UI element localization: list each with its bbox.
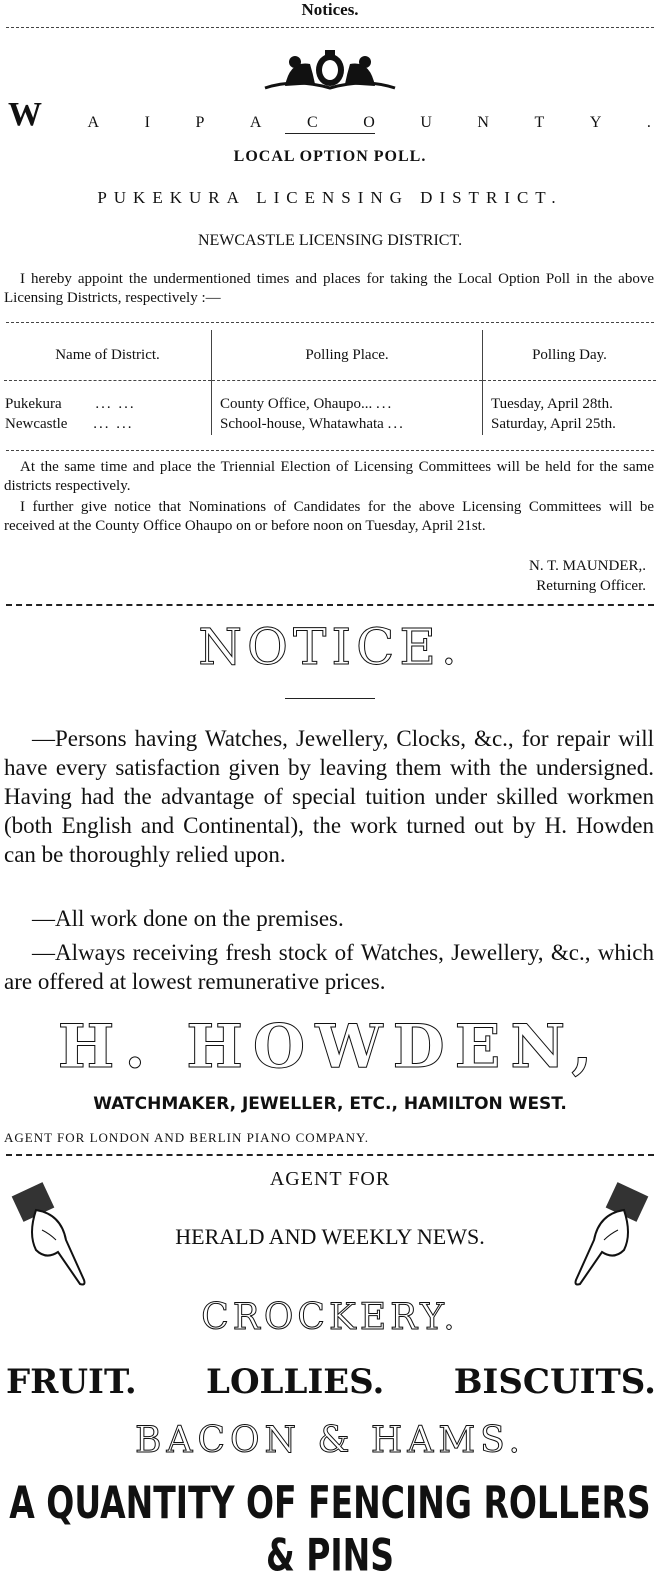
- notice-paragraph-1: —Persons having Watches, Jewellery, Clocks, &c., for repair will have every satisfaction given by leaving them with the undersigned. Having had the advantage of special tuition under skilled workmen (both English and Continental), the work turned out by H. Howden can be thoroughly relied upon.: [4, 726, 654, 867]
- page-header-title: Notices.: [301, 0, 359, 19]
- waipa-letter: A: [249, 114, 263, 131]
- fencing-rollers-line: A QUANTITY OF FENCING ROLLERS & PINS: [9, 1476, 651, 1581]
- waipa-letter: W: [8, 96, 43, 133]
- election-paragraph: At the same time and place the Triennial Election of Licensing Committees will be held for the same districts respectively.: [4, 459, 654, 494]
- waipa-letter: A: [87, 114, 101, 131]
- local-option-poll-heading: LOCAL OPTION POLL.: [233, 148, 427, 165]
- waipa-letter: O: [363, 114, 376, 131]
- table-bottom-rule: [6, 450, 654, 451]
- section-divider: [6, 604, 654, 606]
- fruit-label: FRUIT.: [6, 1362, 137, 1402]
- waipa-letter: U: [420, 114, 433, 131]
- table-header-district: Name of District.: [4, 330, 212, 381]
- header-divider: [6, 27, 654, 28]
- waipa-letter: Y: [589, 114, 603, 131]
- lollies-label: LOLLIES.: [206, 1362, 385, 1402]
- signature-name: N. T. MAUNDER,.: [529, 558, 646, 574]
- agent-for-heading: AGENT FOR: [269, 1168, 391, 1190]
- table-row: [4, 381, 656, 416]
- howden-name-heading: H. HOWDEN,: [57, 1012, 603, 1082]
- intro-paragraph: I hereby appoint the undermentioned times and places for taking the Local Option Poll in the above Licensing Districts, respectively :—: [4, 271, 654, 306]
- table-cell-day: Saturday, April 25th.: [483, 415, 657, 435]
- waipa-letter: T: [534, 114, 546, 131]
- short-divider: [285, 698, 375, 699]
- coat-of-arms-icon: [0, 50, 660, 92]
- herald-weekly-news-line: HERALD AND WEEKLY NEWS.: [175, 1224, 485, 1249]
- nominations-paragraph: I further give notice that Nominations of Candidates for the above Licensing Committees will be received at the County Office Ohaupo on or before noon on Tuesday, April 21st.: [4, 499, 654, 534]
- notice-heading: NOTICE.: [198, 618, 462, 676]
- short-divider: [285, 133, 375, 134]
- crockery-heading: CROCKERY.: [201, 1297, 459, 1338]
- waipa-letter: C: [307, 114, 319, 131]
- howden-trade-line: WATCHMAKER, JEWELLER, ETC., HAMILTON WEST.: [93, 1094, 567, 1114]
- waipa-letter: I: [144, 114, 151, 131]
- table-header-place: Polling Place.: [212, 330, 483, 381]
- piano-agent-line: AGENT FOR LONDON AND BERLIN PIANO COMPANY.: [4, 1130, 369, 1145]
- waipa-letter: P: [195, 114, 206, 131]
- signature-block: [529, 556, 646, 596]
- notice-paragraph-2: —All work done on the premises.: [32, 906, 344, 931]
- table-cell-district: Pukekura ... ...: [5, 396, 136, 412]
- table-cell-day: Tuesday, April 28th.: [483, 381, 657, 416]
- pukekura-district-heading: PUKEKURA LICENSING DISTRICT.: [97, 188, 563, 207]
- polling-table: [4, 330, 656, 435]
- signature-title: Returning Officer.: [536, 578, 646, 594]
- notice-paragraph-3: —Always receiving fresh stock of Watches, Jewellery, &c., which are offered at lowest remunerative prices.: [4, 940, 654, 994]
- section-divider: [6, 1154, 654, 1156]
- waipa-county-title: [8, 98, 652, 132]
- table-cell-place: County Office, Ohaupo... ...: [212, 381, 483, 416]
- biscuits-label: BISCUITS.: [453, 1362, 656, 1402]
- waipa-letter: N: [477, 114, 490, 131]
- table-row: [4, 415, 656, 435]
- fruit-lollies-biscuits-line: [6, 1362, 656, 1402]
- waipa-letter: .: [646, 114, 652, 131]
- newcastle-district-heading: NEWCASTLE LICENSING DISTRICT.: [197, 232, 463, 249]
- table-header-day: Polling Day.: [483, 330, 657, 381]
- table-cell-district: Newcastle ... ...: [5, 416, 134, 432]
- table-cell-place: School-house, Whatawhata ...: [212, 415, 483, 435]
- bacon-hams-heading: BACON & HAMS.: [134, 1420, 526, 1461]
- table-top-rule: [6, 322, 654, 323]
